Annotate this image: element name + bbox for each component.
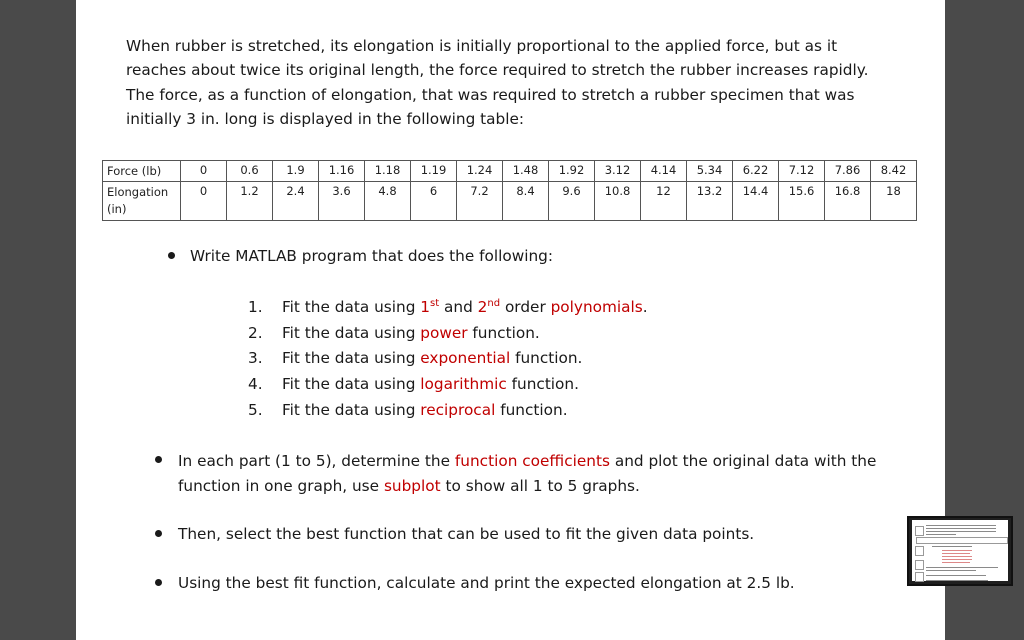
elongation-value-cell: 13.2 <box>687 182 733 221</box>
intro-paragraph: When rubber is stretched, its elongation is initially proportional to the applied force, but as it reaches about twice its original length, the force required to stretch the rubber increases rapidly. The force, as a function of elongation, that was required to stretch a rubber specimen that was initially 3 in. long is displayed in the following table: <box>126 37 869 128</box>
elongation-value-cell: 12 <box>641 182 687 221</box>
bullet-dot <box>155 456 162 463</box>
item-number: 2. <box>248 324 263 342</box>
elongation-value-cell: 3.6 <box>319 182 365 221</box>
elongation-value-cell: 16.8 <box>825 182 871 221</box>
elongation-label: Elongation <box>107 185 169 199</box>
elongation-value-cell: 0 <box>181 182 227 221</box>
item-text: Fit the data using logarithmic function. <box>282 375 579 393</box>
bullet-dot <box>155 530 162 537</box>
force-value-cell: 3.12 <box>595 161 641 182</box>
item-text: Fit the data using 1st and 2nd order polynomials. <box>282 297 648 316</box>
item-number: 5. <box>248 401 263 419</box>
force-value-cell: 4.14 <box>641 161 687 182</box>
thumbnail-preview <box>912 520 1008 581</box>
elongation-value-cell: 8.4 <box>503 182 549 221</box>
force-value-cell: 0.6 <box>227 161 273 182</box>
force-value-cell: 1.19 <box>411 161 457 182</box>
elongation-value-cell: 4.8 <box>365 182 411 221</box>
bullet-dot <box>168 252 175 259</box>
elongation-value-cell: 15.6 <box>779 182 825 221</box>
force-value-cell: 1.16 <box>319 161 365 182</box>
force-value-cell: 1.9 <box>273 161 319 182</box>
force-value-cell: 6.22 <box>733 161 779 182</box>
bullet-calculate: Using the best fit function, calculate and print the expected elongation at 2.5 lb. <box>178 574 795 592</box>
elongation-value-cell: 18 <box>871 182 917 221</box>
force-value-cell: 0 <box>181 161 227 182</box>
bullet-dot <box>155 579 162 586</box>
elongation-value-cell: 7.2 <box>457 182 503 221</box>
force-value-cell: 1.92 <box>549 161 595 182</box>
elongation-value-cell: 1.2 <box>227 182 273 221</box>
item-number: 4. <box>248 375 263 393</box>
elongation-value-cell: 14.4 <box>733 182 779 221</box>
elongation-value-cell: 6 <box>411 182 457 221</box>
elongation-value-cell: 2.4 <box>273 182 319 221</box>
elongation-row <box>103 182 917 221</box>
item-number: 3. <box>248 349 263 367</box>
elongation-unit: (in) <box>107 202 127 216</box>
bullet-write-program: Write MATLAB program that does the following: <box>190 247 554 265</box>
elongation-value-cell: 9.6 <box>549 182 595 221</box>
bullet-select-best: Then, select the best function that can be used to fit the given data points. <box>178 525 755 543</box>
elongation-header <box>103 182 181 221</box>
elongation-value-cell: 10.8 <box>595 182 641 221</box>
force-header: Force (lb) <box>103 161 181 182</box>
document-page <box>76 0 945 640</box>
page-thumbnail[interactable] <box>907 516 1013 586</box>
force-value-cell: 8.42 <box>871 161 917 182</box>
force-row <box>103 161 917 182</box>
item-text: Fit the data using exponential function. <box>282 349 583 367</box>
force-value-cell: 1.48 <box>503 161 549 182</box>
force-value-cell: 5.34 <box>687 161 733 182</box>
force-value-cell: 1.18 <box>365 161 411 182</box>
force-value-cell: 1.24 <box>457 161 503 182</box>
bullet-coefficients: In each part (1 to 5), determine the function coefficients and plot the original data with the function in one graph, use subplot to show all 1 to 5 graphs. <box>178 452 877 495</box>
force-elongation-table <box>102 160 917 221</box>
item-text: Fit the data using power function. <box>282 324 540 342</box>
item-text: Fit the data using reciprocal function. <box>282 401 568 419</box>
force-value-cell: 7.86 <box>825 161 871 182</box>
force-value-cell: 7.12 <box>779 161 825 182</box>
item-number: 1. <box>248 298 263 316</box>
